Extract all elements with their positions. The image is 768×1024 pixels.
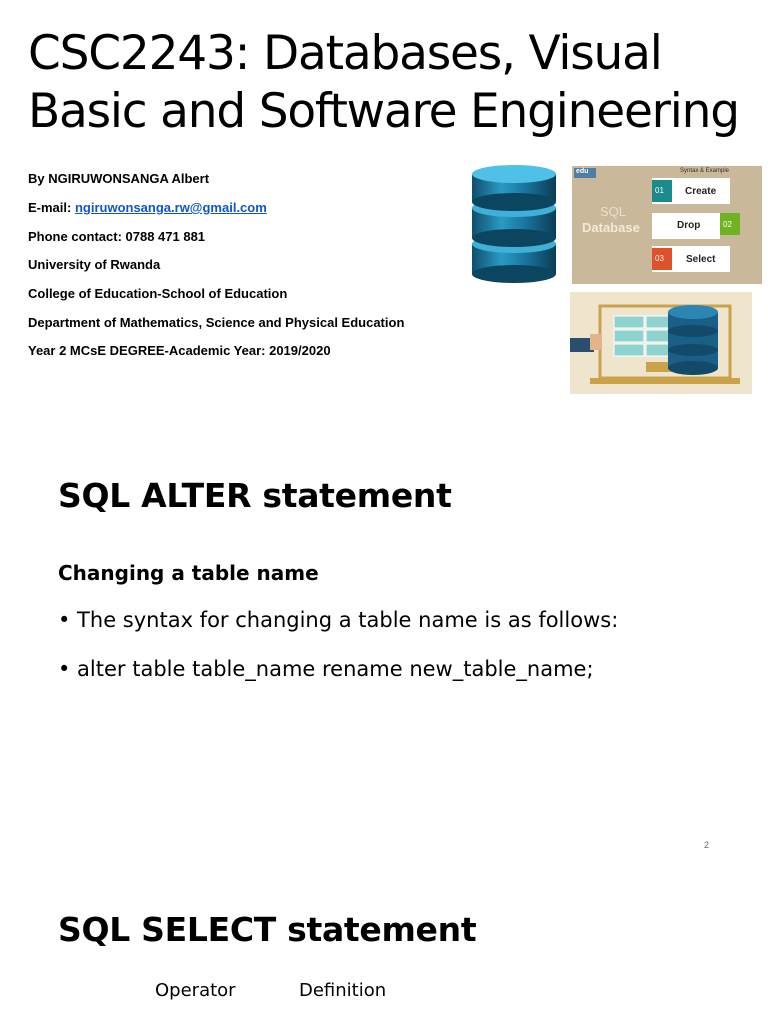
item-2-num: 02 <box>723 220 732 229</box>
author: By NGIRUWONSANGA Albert <box>28 171 210 186</box>
select-heading: SQL SELECT statement <box>58 910 477 949</box>
title-line-1: CSC2243: Databases, Visual <box>28 26 662 81</box>
bullet-2: • alter table table_name rename new_table_name; <box>58 657 594 681</box>
column-definition: Definition <box>299 980 387 1001</box>
college: College of Education-School of Education <box>28 286 288 301</box>
logo-text: edu <box>576 168 589 175</box>
item-2-label: Drop <box>677 220 701 231</box>
university: University of Rwanda <box>28 257 161 272</box>
item-3-label: Select <box>686 254 716 265</box>
column-operator: Operator <box>155 980 236 1001</box>
database-label: Database <box>582 220 640 235</box>
email-line <box>28 200 267 215</box>
alter-subheading: Changing a table name <box>58 561 319 585</box>
year: Year 2 MCsE DEGREE-Academic Year: 2019/2020 <box>28 343 331 358</box>
syntax-caption: Syntax & Example <box>680 168 730 174</box>
database-icon <box>468 162 560 286</box>
department: Department of Mathematics, Science and Physical Education <box>28 315 405 330</box>
title-line-2: Basic and Software Engineering <box>28 84 739 139</box>
sql-label: SQL <box>600 204 627 219</box>
phone: Phone contact: 0788 471 881 <box>28 229 206 244</box>
sql-commands-image <box>572 166 762 284</box>
email-link[interactable]: ngiruwonsanga.rw@gmail.com <box>74 200 267 215</box>
email-label: E-mail: <box>28 200 75 215</box>
item-1-num: 01 <box>655 186 664 195</box>
item-1-label: Create <box>685 186 717 197</box>
alter-heading: SQL ALTER statement <box>58 476 452 515</box>
item-3-num: 03 <box>655 254 664 263</box>
database-table-illustration <box>570 292 752 394</box>
bullet-1: • The syntax for changing a table name is as follows: <box>58 608 619 632</box>
page-number: 2 <box>704 840 710 850</box>
